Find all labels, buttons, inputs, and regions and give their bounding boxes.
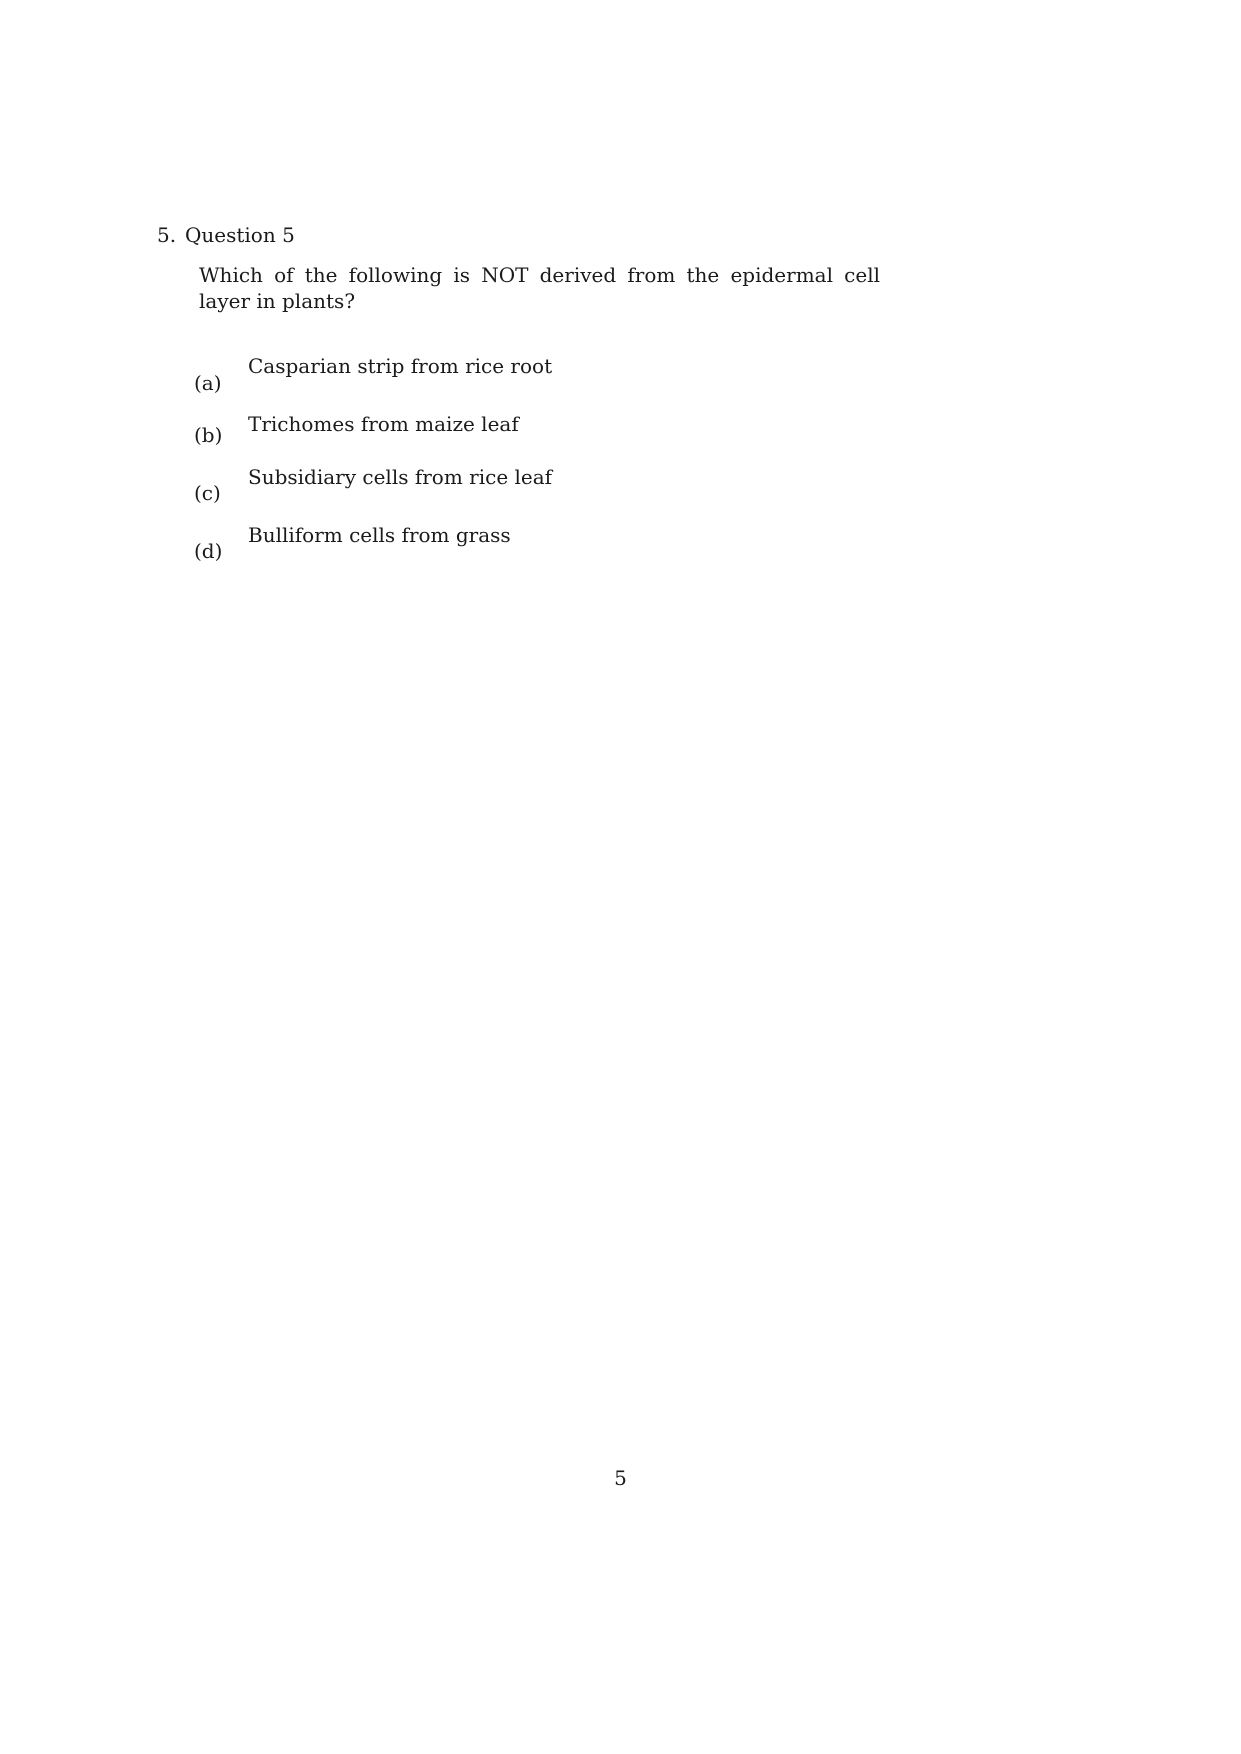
option-text-c: Subsidiary cells from rice leaf <box>248 465 553 489</box>
option-label-a: (a) <box>194 371 222 395</box>
question-text: Which of the following is NOT derived from the epidermal cell layer in plants? <box>199 263 880 313</box>
option-text-a: Casparian strip from rice root <box>248 354 553 378</box>
question-number: 5. <box>157 223 177 247</box>
option-text-d: Bulliform cells from grass <box>248 523 511 547</box>
question-title: Question 5 <box>185 223 295 247</box>
option-label-d: (d) <box>194 539 223 563</box>
option-text-b: Trichomes from maize leaf <box>248 412 519 436</box>
question-heading <box>157 222 295 248</box>
option-label-c: (c) <box>194 481 221 505</box>
page-number: 5 <box>614 1466 627 1490</box>
option-label-b: (b) <box>194 423 223 447</box>
